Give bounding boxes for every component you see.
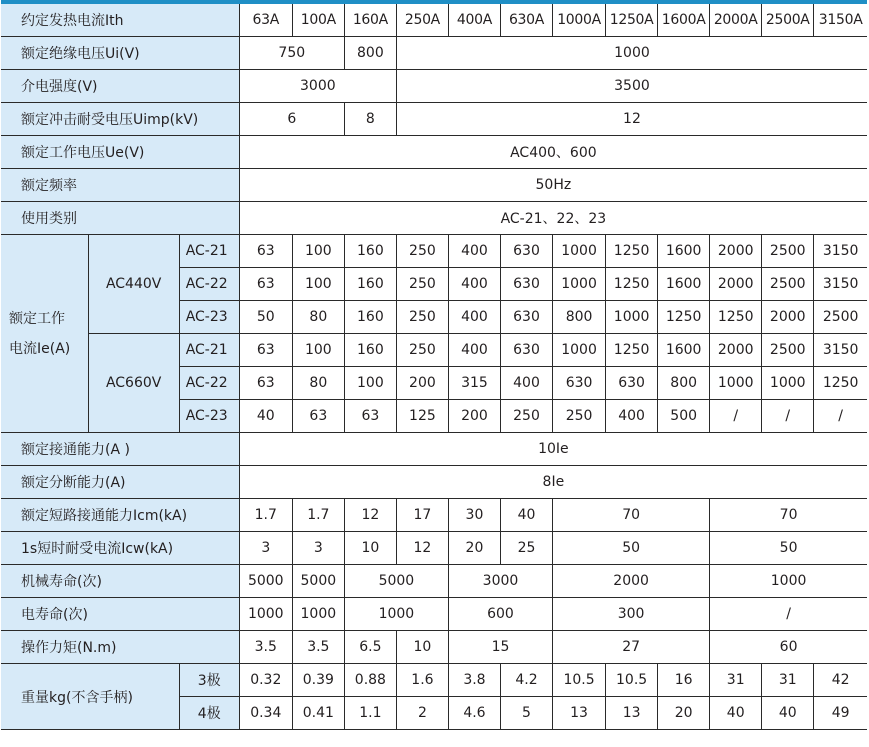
value-cell: 3150 [814, 334, 867, 367]
value-cell: 160 [344, 235, 396, 268]
table-row-making-capacity [1, 433, 867, 466]
rating-cell: 3150A [814, 4, 867, 37]
value-cell: 30 [448, 499, 500, 532]
value-cell: / [710, 598, 867, 631]
value-cell: 2500 [762, 268, 814, 301]
rating-cell: 100A [292, 4, 344, 37]
value-cell: 27 [553, 631, 710, 664]
value-cell: 2 [396, 697, 448, 730]
value-cell: 1250 [814, 367, 867, 400]
value-cell: 31 [762, 664, 814, 697]
value-cell: 750 [239, 37, 344, 70]
value-cell: 3 [292, 532, 344, 565]
value-cell: / [762, 400, 814, 433]
row-label: 电寿命(次) [1, 598, 239, 631]
rating-cell: 1600A [658, 4, 710, 37]
row-label: 重量kg(不含手柄) [1, 664, 179, 730]
value-cell: 500 [658, 400, 710, 433]
rating-cell: 630A [500, 4, 552, 37]
row-label: 1s短时耐受电流Icw(kA) [1, 532, 239, 565]
value-cell: 4.6 [448, 697, 500, 730]
category-label: AC-23 [179, 400, 239, 433]
value-cell: 630 [500, 301, 552, 334]
value-cell: 630 [500, 268, 552, 301]
value-cell: 1.7 [239, 499, 292, 532]
value-cell: 3.5 [239, 631, 292, 664]
value-cell: 160 [344, 334, 396, 367]
value-cell: 0.41 [292, 697, 344, 730]
value-cell: 600 [448, 598, 552, 631]
value-cell: 3000 [448, 565, 552, 598]
value-cell: 10.5 [553, 664, 606, 697]
value-cell: 31 [710, 664, 762, 697]
value-cell: 1.1 [344, 697, 396, 730]
value-cell: 63 [239, 235, 292, 268]
value-cell: 12 [396, 532, 448, 565]
table-row-operating-torque [1, 631, 867, 664]
value-cell: 250 [500, 400, 552, 433]
table-row-thermal-current [1, 4, 867, 37]
value-cell: 70 [553, 499, 710, 532]
value-cell: 400 [448, 268, 500, 301]
value-cell: 1000 [396, 37, 867, 70]
value-cell: 1250 [710, 301, 762, 334]
value-cell: 25 [500, 532, 552, 565]
value-cell: 1000 [292, 598, 344, 631]
value-cell: 800 [658, 367, 710, 400]
value-cell: 1.6 [396, 664, 448, 697]
row-label-line: 电流Ie(A) [9, 340, 71, 357]
value-cell: / [710, 400, 762, 433]
rating-cell: 160A [344, 4, 396, 37]
value-cell: 2000 [710, 235, 762, 268]
row-label: 额定工作电压Ue(V) [1, 136, 239, 169]
value-cell: 2000 [553, 565, 710, 598]
value-cell: 250 [396, 301, 448, 334]
category-label: AC-23 [179, 301, 239, 334]
value-cell: 8Ie [239, 466, 867, 499]
rating-cell: 1000A [553, 4, 606, 37]
value-cell: 20 [658, 697, 710, 730]
value-cell: 1250 [658, 301, 710, 334]
voltage-group-label: AC660V [88, 334, 179, 433]
value-cell: 10 [344, 532, 396, 565]
value-cell: 630 [606, 367, 658, 400]
value-cell: 250 [553, 400, 606, 433]
poles-label: 4极 [179, 697, 239, 730]
category-label: AC-21 [179, 334, 239, 367]
value-cell: 13 [553, 697, 606, 730]
value-cell: 2000 [762, 301, 814, 334]
value-cell: 630 [500, 334, 552, 367]
value-cell: 40 [710, 697, 762, 730]
value-cell: 50 [710, 532, 867, 565]
table-row-short-circuit-making [1, 499, 867, 532]
value-cell: 15 [448, 631, 552, 664]
value-cell: 5000 [344, 565, 448, 598]
category-label: AC-21 [179, 235, 239, 268]
value-cell: 1000 [239, 598, 292, 631]
value-cell: 1600 [658, 268, 710, 301]
value-cell: 5000 [239, 565, 292, 598]
voltage-group-label: AC440V [88, 235, 179, 334]
value-cell: 40 [500, 499, 552, 532]
row-label: 额定频率 [1, 169, 239, 202]
row-label: 额定绝缘电压Ui(V) [1, 37, 239, 70]
value-cell: 3000 [239, 70, 396, 103]
value-cell: 12 [344, 499, 396, 532]
value-cell: 50 [553, 532, 710, 565]
value-cell: 160 [344, 301, 396, 334]
value-cell: AC400、600 [239, 136, 867, 169]
value-cell: 49 [814, 697, 867, 730]
category-label: AC-22 [179, 367, 239, 400]
value-cell: 400 [448, 235, 500, 268]
rating-cell: 1250A [606, 4, 658, 37]
value-cell: / [814, 400, 867, 433]
value-cell: 6 [239, 103, 344, 136]
value-cell: 80 [292, 367, 344, 400]
value-cell: 1000 [344, 598, 448, 631]
value-cell: 63 [292, 400, 344, 433]
rating-cell: 2000A [710, 4, 762, 37]
value-cell: 3500 [396, 70, 867, 103]
row-label: 介电强度(V) [1, 70, 239, 103]
value-cell: 42 [814, 664, 867, 697]
value-cell: 40 [239, 400, 292, 433]
value-cell: 10 [396, 631, 448, 664]
table-row-weight-3p [1, 664, 867, 697]
value-cell: 4.2 [500, 664, 552, 697]
value-cell: 63 [344, 400, 396, 433]
value-cell: 2500 [762, 235, 814, 268]
value-cell: 3.5 [292, 631, 344, 664]
value-cell: 13 [606, 697, 658, 730]
value-cell: 1000 [553, 334, 606, 367]
value-cell: 50Hz [239, 169, 867, 202]
value-cell: 2000 [710, 334, 762, 367]
value-cell: AC-21、22、23 [239, 202, 867, 235]
value-cell: 80 [292, 301, 344, 334]
table-row-electrical-life [1, 598, 867, 631]
table-row-ie-ac660-ac21 [1, 334, 867, 367]
poles-label: 3极 [179, 664, 239, 697]
value-cell: 1600 [658, 334, 710, 367]
value-cell: 800 [553, 301, 606, 334]
value-cell: 200 [448, 400, 500, 433]
value-cell: 40 [762, 697, 814, 730]
value-cell: 1000 [553, 235, 606, 268]
value-cell: 1250 [606, 268, 658, 301]
value-cell: 3 [239, 532, 292, 565]
value-cell: 0.34 [239, 697, 292, 730]
rating-cell: 2500A [762, 4, 814, 37]
value-cell: 70 [710, 499, 867, 532]
value-cell: 8 [344, 103, 396, 136]
row-label: 额定冲击耐受电压Uimp(kV) [1, 103, 239, 136]
row-label: 操作力矩(N.m) [1, 631, 239, 664]
value-cell: 1250 [606, 334, 658, 367]
value-cell: 630 [500, 235, 552, 268]
value-cell: 0.39 [292, 664, 344, 697]
value-cell: 400 [448, 334, 500, 367]
value-cell: 1000 [606, 301, 658, 334]
value-cell: 400 [448, 301, 500, 334]
value-cell: 160 [344, 268, 396, 301]
value-cell: 0.88 [344, 664, 396, 697]
value-cell: 400 [606, 400, 658, 433]
value-cell: 10.5 [606, 664, 658, 697]
value-cell: 800 [344, 37, 396, 70]
value-cell: 200 [396, 367, 448, 400]
value-cell: 16 [658, 664, 710, 697]
row-label: 使用类别 [1, 202, 239, 235]
value-cell: 50 [239, 301, 292, 334]
value-cell: 1000 [553, 268, 606, 301]
row-label: 额定分断能力(A) [1, 466, 239, 499]
value-cell: 315 [448, 367, 500, 400]
value-cell: 630 [553, 367, 606, 400]
value-cell: 250 [396, 268, 448, 301]
value-cell: 300 [553, 598, 710, 631]
value-cell: 100 [292, 334, 344, 367]
value-cell: 400 [500, 367, 552, 400]
table-row-operating-voltage [1, 136, 867, 169]
table-row-utilization-category [1, 202, 867, 235]
value-cell: 2500 [762, 334, 814, 367]
table-row-short-time-withstand [1, 532, 867, 565]
row-label-operating-current [1, 235, 88, 433]
table-row-frequency [1, 169, 867, 202]
value-cell: 1250 [606, 235, 658, 268]
value-cell: 1000 [710, 565, 867, 598]
spec-table-container [1, 0, 867, 730]
value-cell: 3150 [814, 268, 867, 301]
table-row-dielectric-strength [1, 70, 867, 103]
rating-cell: 250A [396, 4, 448, 37]
value-cell: 1600 [658, 235, 710, 268]
value-cell: 3150 [814, 235, 867, 268]
category-label: AC-22 [179, 268, 239, 301]
rating-cell: 400A [448, 4, 500, 37]
value-cell: 1000 [762, 367, 814, 400]
value-cell: 63 [239, 268, 292, 301]
value-cell: 1.7 [292, 499, 344, 532]
table-row-impulse-voltage [1, 103, 867, 136]
rating-cell: 63A [239, 4, 292, 37]
table-row-insulation-voltage [1, 37, 867, 70]
value-cell: 5000 [292, 565, 344, 598]
value-cell: 100 [292, 235, 344, 268]
value-cell: 17 [396, 499, 448, 532]
value-cell: 1000 [710, 367, 762, 400]
value-cell: 60 [710, 631, 867, 664]
row-label: 机械寿命(次) [1, 565, 239, 598]
value-cell: 20 [448, 532, 500, 565]
value-cell: 250 [396, 235, 448, 268]
row-label: 额定短路接通能力Icm(kA) [1, 499, 239, 532]
value-cell: 63 [239, 367, 292, 400]
row-label: 约定发热电流Ith [1, 4, 239, 37]
value-cell: 2000 [710, 268, 762, 301]
table-row-ie-ac440-ac21 [1, 235, 867, 268]
value-cell: 63 [239, 334, 292, 367]
value-cell: 6.5 [344, 631, 396, 664]
spec-table [1, 4, 867, 730]
value-cell: 250 [396, 334, 448, 367]
table-row-mechanical-life [1, 565, 867, 598]
value-cell: 3.8 [448, 664, 500, 697]
value-cell: 100 [344, 367, 396, 400]
value-cell: 2500 [814, 301, 867, 334]
value-cell: 5 [500, 697, 552, 730]
row-label: 额定接通能力(A ) [1, 433, 239, 466]
row-label-line: 额定工作 [9, 310, 65, 327]
value-cell: 125 [396, 400, 448, 433]
table-row-breaking-capacity [1, 466, 867, 499]
value-cell: 100 [292, 268, 344, 301]
value-cell: 0.32 [239, 664, 292, 697]
value-cell: 10Ie [239, 433, 867, 466]
value-cell: 12 [396, 103, 867, 136]
